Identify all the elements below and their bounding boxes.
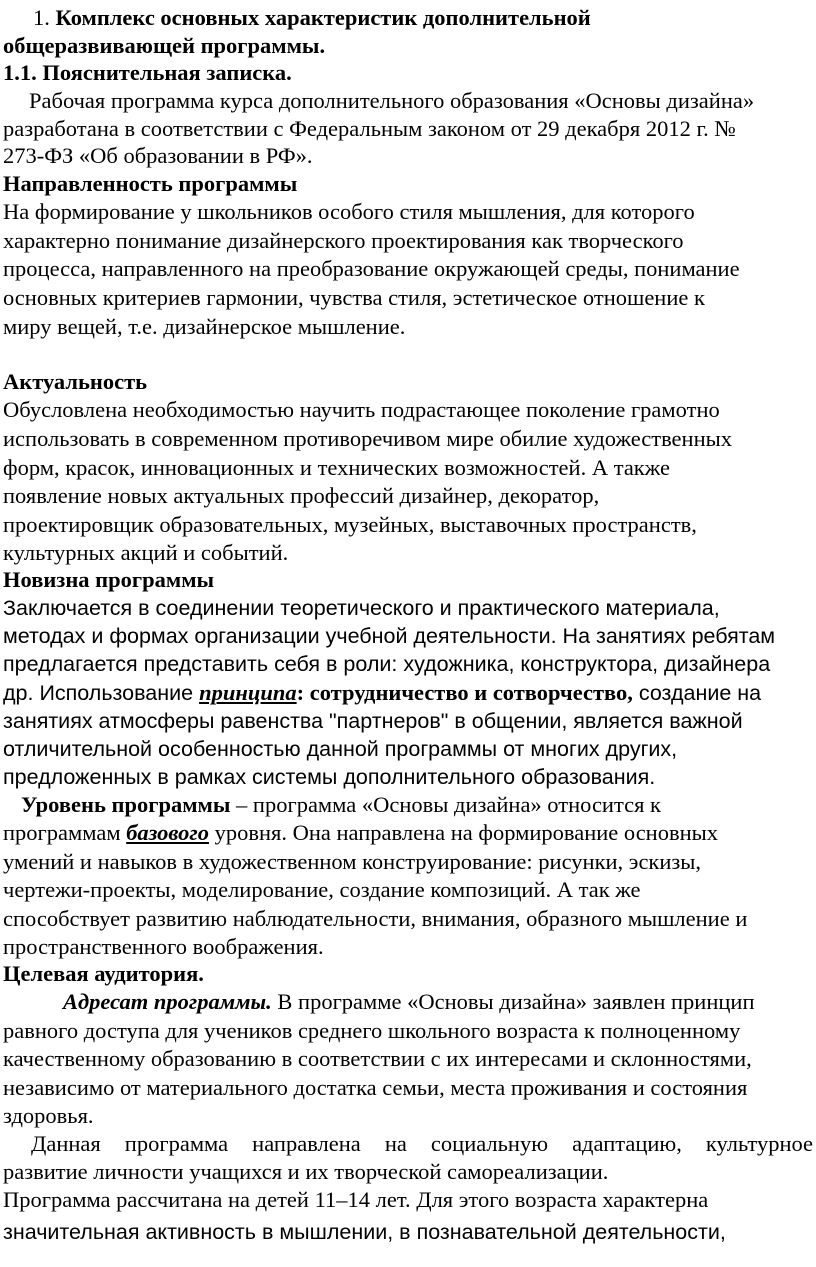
- audience-line: качественному образованию в соответствии с их интересами и склонностями,: [3, 1046, 752, 1071]
- section-title-line-2: общеразвивающей программы.: [3, 33, 326, 58]
- novelty-line: занятиях атмосферы равенства "партнеров" в общении, является важной: [3, 709, 743, 733]
- audience-para2-line: Данная программа направлена на социальную адаптацию, культурное: [31, 1131, 813, 1156]
- level-line: умений и навыков в художественном конструирование: рисунки, эскизы,: [3, 849, 702, 874]
- novelty-line: Заключается в соединении теоретического и практического материала,: [3, 596, 720, 620]
- addressee-label: Адресат программы.: [63, 989, 272, 1014]
- audience-para2-line: развитие личности учащихся и их творческой самореализации.: [3, 1159, 609, 1184]
- novelty-line: предлагается представить себя в роли: художника, конструктора, дизайнера: [3, 652, 771, 676]
- audience-line: равного доступа для учеников среднего школьного возраста к полноценному: [3, 1018, 741, 1043]
- direction-heading: Направленность программы: [3, 171, 298, 196]
- relevance-line: форм, красок, инновационных и технических возможностей. А также: [3, 455, 670, 480]
- relevance-line: культурных акций и событий.: [3, 540, 289, 565]
- novelty-principle-line: [3, 679, 813, 707]
- novelty-line: предложенных в рамках системы дополнительного образования.: [3, 765, 656, 789]
- novelty-line: отличительной особенностью данной программы от многих других,: [3, 737, 678, 761]
- level-text: программам: [3, 820, 127, 845]
- intro-line: 273-ФЗ «Об образовании в РФ».: [3, 143, 313, 168]
- novelty-text: создание на: [632, 681, 762, 705]
- last-line: значительная активность в мышлении, в познавательной деятельности,: [3, 1220, 726, 1244]
- section-title: Комплекс основных характеристик дополнительной: [55, 5, 591, 30]
- direction-line: характерно понимание дизайнерского проектирования как творческого: [3, 228, 684, 253]
- intro-line: разработана в соответствии с Федеральным законом от 29 декабря 2012 г. №: [3, 116, 736, 141]
- level-basic-term: базового: [126, 820, 209, 845]
- audience-line: [3, 988, 813, 1016]
- novelty-line: методах и формах организации учебной деятельности. На занятиях ребятам: [3, 624, 776, 648]
- audience-heading: Целевая аудитория.: [3, 961, 204, 986]
- relevance-line: появление новых актуальных профессий дизайнер, декоратор,: [3, 483, 600, 508]
- level-line: пространственного воображения.: [3, 934, 324, 959]
- intro-line: Рабочая программа курса дополнительного образования «Основы дизайна»: [29, 88, 755, 113]
- section-title-line-1: [3, 4, 813, 32]
- principle-term: принципа: [199, 680, 297, 705]
- relevance-line: Обусловлена необходимостью научить подрастающее поколение грамотно: [3, 397, 720, 422]
- relevance-line: проектировщик образовательных, музейных, выставочных пространств,: [3, 512, 697, 537]
- audience-line: здоровья.: [3, 1103, 94, 1128]
- level-heading: Уровень программы: [21, 792, 231, 817]
- relevance-line: использовать в современном противоречивом мире обилие художественных: [3, 426, 732, 451]
- principle-value: : сотрудничество и сотворчество,: [296, 680, 633, 705]
- level-line: [3, 791, 813, 819]
- age-line: Программа рассчитана на детей 11–14 лет. Для этого возраста характерна: [3, 1187, 709, 1212]
- relevance-heading: Актуальность: [3, 369, 148, 394]
- audience-line: независимо от материального достатка семьи, места проживания и состояния: [3, 1075, 748, 1100]
- level-line: чертежи-проекты, моделирование, создание композиций. А так же: [3, 877, 641, 902]
- novelty-text: др. Использование: [3, 681, 200, 705]
- level-text: – программа «Основы дизайна» относится к: [230, 792, 661, 817]
- audience-text: В программе «Основы дизайна» заявлен принцип: [271, 989, 755, 1014]
- direction-line: На формирование у школьников особого стиля мышления, для которого: [3, 199, 695, 224]
- subsection-title: 1.1. Пояснительная записка.: [3, 60, 292, 85]
- novelty-heading: Новизна программы: [3, 567, 215, 592]
- direction-line: миру вещей, т.е. дизайнерское мышление.: [3, 314, 406, 339]
- level-text: уровня. Она направлена на формирование основных: [208, 820, 719, 845]
- direction-line: процесса, направленного на преобразование окружающей среды, понимание: [3, 256, 740, 281]
- level-line: способствует развитию наблюдательности, внимания, образного мышление и: [3, 906, 748, 931]
- section-number: 1.: [33, 5, 50, 30]
- level-line: [3, 819, 813, 847]
- direction-line: основных критериев гармонии, чувства стиля, эстетическое отношение к: [3, 285, 705, 310]
